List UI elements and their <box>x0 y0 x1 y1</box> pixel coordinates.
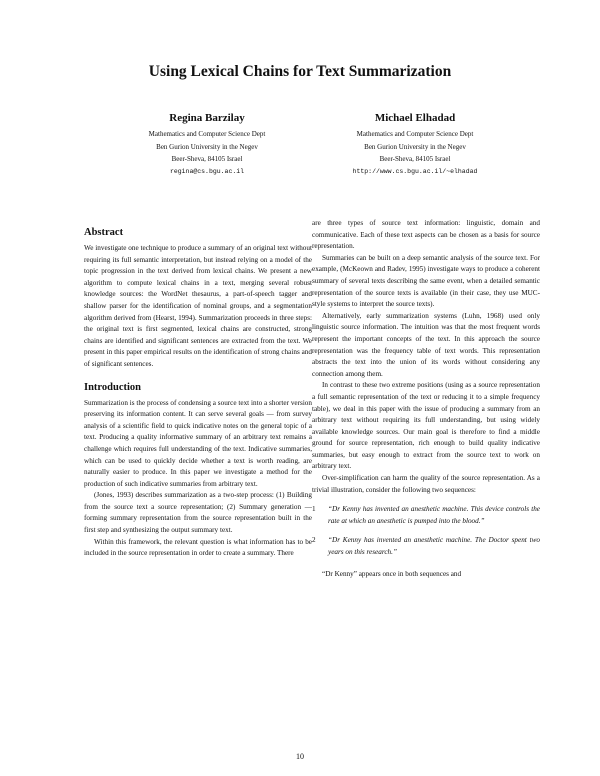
author-univ: Ben Gurion University in the Negev <box>156 142 258 151</box>
author-email: regina@cs.bgu.ac.il <box>169 167 245 175</box>
body-paragraph: are three types of source text information: linguistic, domain and communicative. Each of these text aspects can be chosen as a basis for source representation. <box>312 219 540 251</box>
introduction-heading: Introduction <box>84 381 141 393</box>
author-dept: Mathematics and Computer Science Dept <box>148 130 266 138</box>
paper-title: Using Lexical Chains for Text Summarization <box>148 63 452 80</box>
example-number: 1 <box>312 505 316 514</box>
author-block-1 <box>92 110 322 178</box>
author-city: Beer-Sheva, 84105 Israel <box>171 155 243 163</box>
left-column <box>84 226 312 560</box>
example-number: 2 <box>312 536 316 545</box>
intro-paragraph: Summarization is the process of condensing a source text into a shorter version preserving its information content. It can serve several goals — from survey analysis of a scientific field to quick indicative notes on the general topic of a text. Producing a quality informative summary of an arbitrary text remains a challenge which requires full understanding of the text. Indicative summaries, which can be used to quickly decide whether a text is worth reading, are naturally easier to produce. In this paper we investigate a method for the production of such indicative summaries from arbitrary text. <box>84 398 312 488</box>
abstract-text: We investigate one technique to produce a summary of an original text without requiring its full semantic interpretation, but instead relying on a model of the topic progression in the text derived from lexical chains. We present a new algorithm to compute lexical chains in a text, merging several robust knowledge sources: the WordNet thesaurus, a part-of-speech tagger and shallow parser for the identification of nominal groups, and a segmentation algorithm derived from (Hearst, 1994). Summarization proceeds in three steps: the original text is first segmented, lexical chains are constructed, strong chains are identified and significant sentences are extracted from the text. We present in this paper empirical results on the identification of strong chains and of significant sentences. <box>84 244 312 368</box>
body-paragraph: Summaries can be built on a deep semantic analysis of the source text. For example, (McKeown and Radev, 1995) investigate ways to produce a coherent summary of several texts describing the same event, when a detailed semantic representation of the source texts is available (in their case, they use MUC-style systems to interpret the source texts). <box>312 253 540 309</box>
intro-paragraph: Within this framework, the relevant question is what information has to be included in the source representation in order to create a summary. There <box>84 537 312 558</box>
page-number: 10 <box>296 752 304 761</box>
body-paragraph: Over-simplification can harm the quality of the source representation. As a trivial illustration, consider the following two sequences: <box>312 474 540 494</box>
author-city: Beer-Sheva, 84105 Israel <box>379 155 451 163</box>
author-name: Michael Elhadad <box>374 112 456 124</box>
author-block-2 <box>300 110 530 178</box>
example-1 <box>312 504 540 527</box>
right-column <box>312 218 540 580</box>
author-name: Regina Barzilay <box>169 112 245 124</box>
intro-paragraph: (Jones, 1993) describes summarization as a two-step process: (1) Building from the source text a source representation; (2) Summary generation — forming summary representation from the source representation built in the first step and synthesizing the output summary text. <box>84 491 312 535</box>
example-2 <box>312 535 540 558</box>
author-url: http://www.cs.bgu.ac.il/~elhadad <box>352 167 478 175</box>
body-paragraph: Alternatively, early summarization systems (Luhn, 1968) used only linguistic source information. The intuition was that the most frequent words represent the important concepts of the text. In this approach the source representation was the frequency table of text words. This representation abstracts the text into the union of its words without considering any connection among them. <box>312 311 540 378</box>
example-text: “Dr Kenny has invented an anesthetic machine. The Doctor spent two years on this research.” <box>328 536 540 557</box>
author-univ: Ben Gurion University in the Negev <box>364 142 466 151</box>
example-text: “Dr Kenny has invented an anesthetic machine. This device controls the rate at which an anesthetic is pumped into the blood.” <box>328 505 540 525</box>
author-dept: Mathematics and Computer Science Dept <box>356 130 474 138</box>
abstract-heading: Abstract <box>84 227 124 238</box>
body-paragraph: In contrast to these two extreme positions (using as a source representation a full semantic representation of the text or reducing it to a simple frequency table), we deal in this paper with the issue of producing a summary from an arbitrary text without requiring its full understanding, but using widely available knowledge sources. Our main goal is therefore to find a middle ground for source representation, rich enough to build quality indicative summaries, but easy enough to extract from the source text to work on arbitrary text. <box>312 381 540 471</box>
body-paragraph: “Dr Kenny” appears once in both sequences and <box>322 569 462 578</box>
